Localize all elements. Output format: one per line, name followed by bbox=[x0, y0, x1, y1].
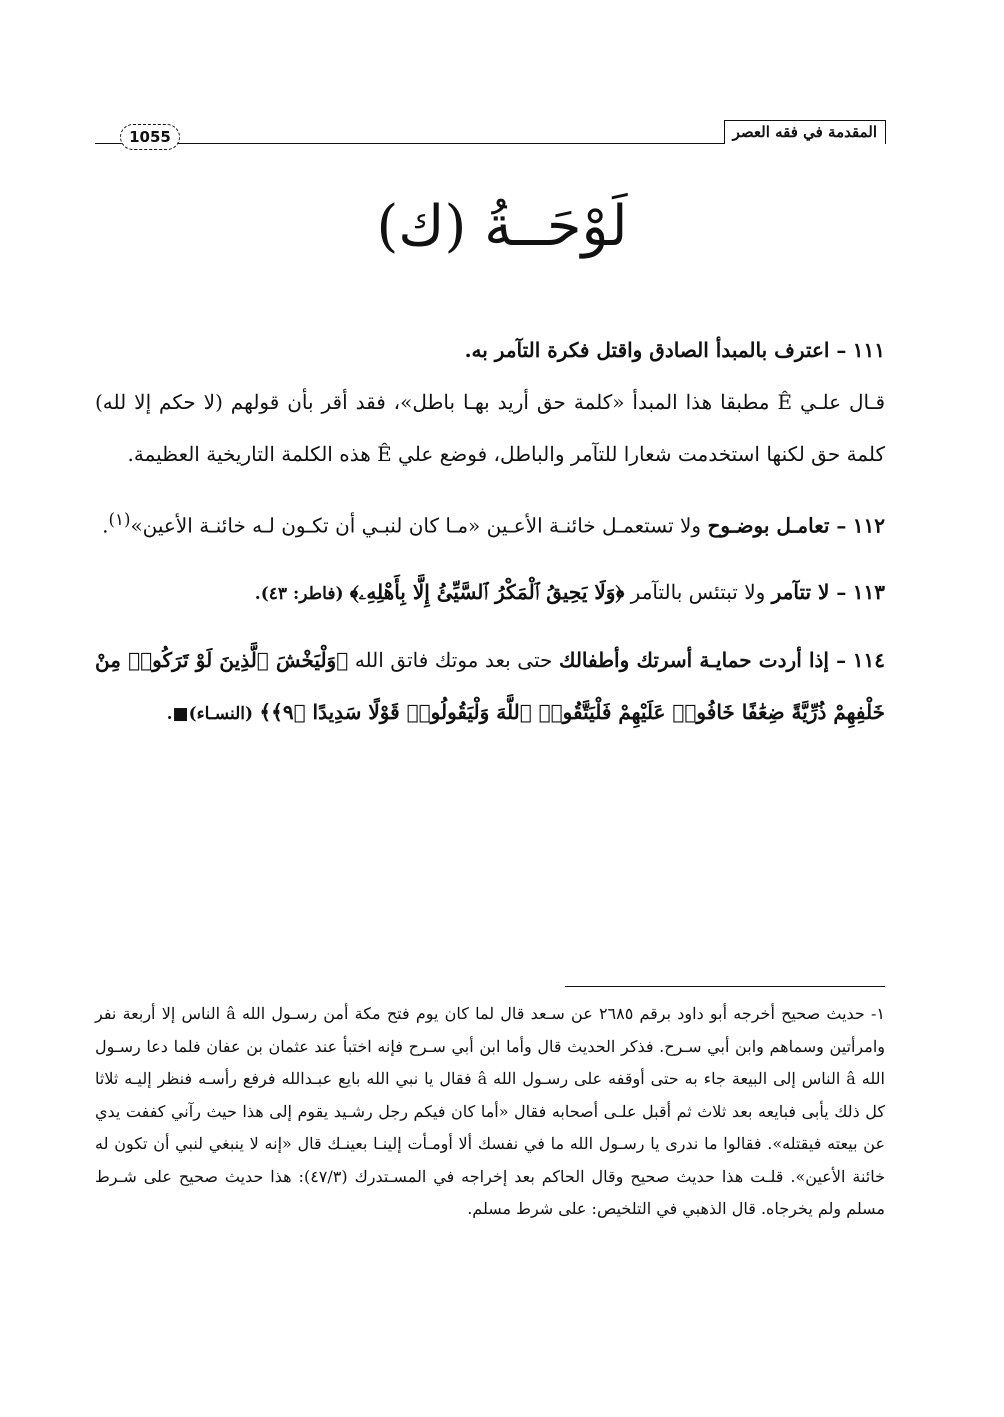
item-text: ولا تستعمـل خائنـة الأعـين «مـا كان لنبـي أن تكـون لـه خائنـة الأعين» bbox=[130, 513, 702, 538]
item-114: ١١٤ – إذا أردت حمايـة أسرتك وأطفالك حتى بعد موتك فاتق الله ﴿وَلْيَخْشَ ٱلَّذِينَ لَوْ تَرَكُوا۟ مِنْ خَلْفِهِمْ ذُرِّيَّةً ضِعَٰفًا خَافُوا۟ عَلَيْهِمْ فَلْيَتَّقُوا۟ ٱللَّهَ وَلْيَقُولُوا۟ قَوْلًا سَدِيدًا ﴿٩﴾﴾ (النسـاء)■. bbox=[95, 647, 886, 724]
item-113: ١١٣ – لا تتآمر ولا تبتئس بالتآمر ﴿وَلَا يَحِيقُ ٱلْمَكْرُ ٱلسَّيِّئُ إِلَّا بِأَهْلِهِۦ﴾ (فاطر: ٤٣). bbox=[254, 579, 885, 604]
item-heading: تعامـل بوضـوح bbox=[707, 513, 830, 538]
item-text: قـال علـي Ê مطبقا هذا المبدأ «كلمة حق أريد بهـا باطل»، فقد أقر بأن قولهم (لا حكم إلا لله) كلمة حق لكنها استخدمت شعارا للتآمر والباطل، فوضع علي Ê هذه الكلمة التاريخية العظيمة. bbox=[95, 390, 886, 466]
item-number: ١١٢ bbox=[852, 513, 885, 538]
item-number: ١١٤ bbox=[852, 647, 886, 672]
section-title: لَوْحَــةُ (ك) bbox=[376, 194, 628, 259]
item-heading: اعترف بالمبدأ الصادق واقتل فكرة التآمر به. bbox=[464, 338, 830, 362]
item-111: ١١١ – اعترف بالمبدأ الصادق واقتل فكرة التآمر به. قـال علـي Ê مطبقا هذا المبدأ «كلمة حق أريد بهـا باطل»، فقد أقر بأن قولهم (لا حكم إلا لله) كلمة حق لكنها استخدمت شعارا للتآمر والباطل، فوضع علي Ê هذه الكلمة التاريخية العظيمة. bbox=[95, 338, 886, 466]
quran-verse: ﴿وَلْيَخْشَ ٱلَّذِينَ لَوْ تَرَكُوا۟ مِنْ خَلْفِهِمْ ذُرِّيَّةً ضِعَٰفًا خَافُوا۟ عَلَيْهِمْ فَلْيَتَّقُوا۟ ٱللَّهَ وَلْيَقُولُوا۟ قَوْلًا سَدِيدًا ﴿٩﴾﴾ bbox=[95, 647, 885, 724]
page-number-badge: 1055 bbox=[120, 124, 180, 150]
item-112: ١١٢ – تعامـل بوضـوح ولا تستعمـل خائنـة الأعـين «مـا كان لنبـي أن تكـون لـه خائنـة الأعين»$^{(١)}$. bbox=[102, 510, 885, 538]
verse-reference: (النسـاء)■. bbox=[166, 703, 254, 724]
item-text: ولا تبتئس بالتآمر bbox=[630, 579, 766, 604]
item-text: حتى بعد موتك فاتق الله bbox=[354, 647, 553, 672]
item-end: . bbox=[102, 513, 109, 538]
footnote-text: ١- حديث صحيح أخرجه أبو داود برقم ٢٦٨٥ عن سـعد قال لما كان يوم فتح مكة أمن رسـول الله â الناس إلا أربعة نفر وامرأتين وسماهم وابن أبي سـرح. فذكر الحديث قال وأما ابن أبي سـرح فإنه اختبأ عند عثمان بن عفان فلما دعا رسـول الله â الناس إلى البيعة جاء به حتى أوقفه على رسـول الله â فقال يا نبي الله بايع عبـدالله فرفع رأسـه فنظر إليـه ثلاثا كل ذلك يأبى فبايعه بعد ثلاث ثم أقبل علـى أصحابه فقال «أما كان فيكم رجل رشـيد يقوم إلى هذا حيث رآني كففت يدي عن بيعته فيقتله». فقالوا ما ندرى يا رسـول الله ما في نفسك ألا أومـأت إلينـا بعينـك قال «إنه لا ينبغي لنبي أن تكون له خائنة الأعين». قلـت هذا حديث صحيح وقال الحاكم بعد إخراجه في المسـتدرك (٤٧/٣): هذا حديث صحيح على شـرط مسلم ولم يخرجاه. قال الذهبي في التلخيص: على شرط مسلم. bbox=[95, 1004, 886, 1218]
item-number: ١١١ bbox=[852, 338, 885, 362]
running-header-title: المقدمة في فقه العصر bbox=[724, 120, 886, 144]
verse-reference: (فاطر: ٤٣). bbox=[254, 583, 344, 604]
footnote-rule bbox=[565, 986, 885, 987]
body-text bbox=[95, 324, 885, 754]
item-heading: لا تتآمر bbox=[771, 579, 830, 604]
quran-verse: ﴿وَلَا يَحِيقُ ٱلْمَكْرُ ٱلسَّيِّئُ إِلَّا بِأَهْلِهِۦ﴾ bbox=[349, 579, 625, 604]
item-heading: إذا أردت حمايـة أسرتك وأطفالك bbox=[558, 647, 829, 672]
footnote-ref[interactable]: (١) bbox=[108, 510, 131, 529]
item-number: ١١٣ bbox=[852, 579, 885, 604]
